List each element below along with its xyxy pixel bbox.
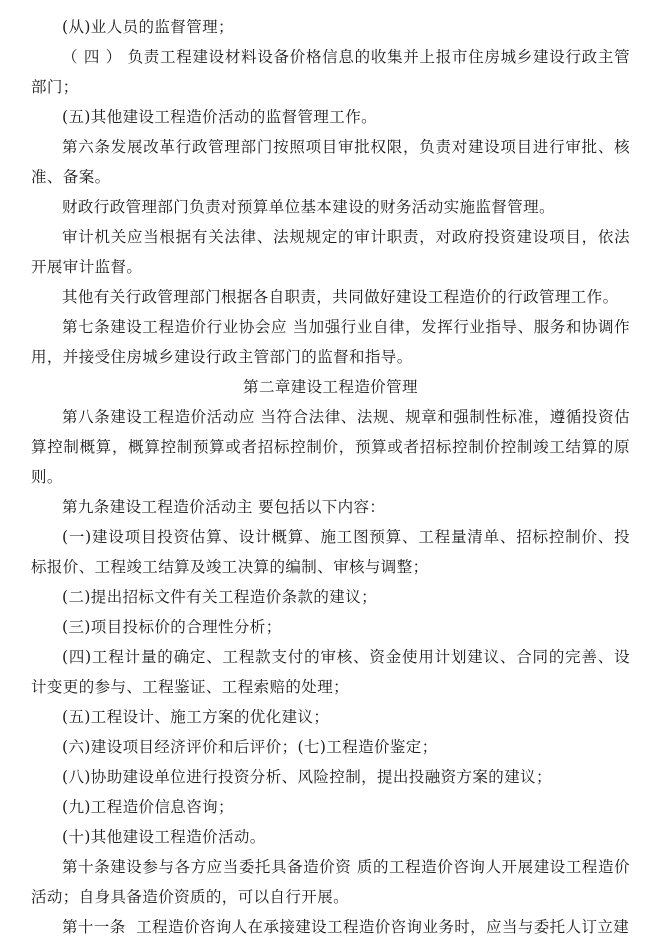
paragraph: 第十一条 工程造价咨询人在承接建设工程造价咨询业务时，应当与委托人订立建 xyxy=(62,918,630,936)
paragraph: 审计机关应当根据有关法律、法规规定的审计职责，对政府投资建设项目，依法开展审计监督。 xyxy=(31,228,630,276)
paragraph: (从)业人员的监督管理； xyxy=(62,18,234,36)
paragraph: (一)建设项目投资估算、设计概算、施工图预算、工程量清单、招标控制价、投标报价、工程竣工结算及竣工决算的编制、审核与调整； xyxy=(31,528,630,576)
paragraph: (十)其他建设工程造价活动。 xyxy=(62,828,266,846)
paragraph: (三)项目投标价的合理性分析； xyxy=(62,618,282,636)
paragraph: (五)工程设计、施工方案的优化建议； xyxy=(62,708,330,726)
paragraph: 第七条建设工程造价行业协会应 当加强行业自律，发挥行业指导、服务和协调作用，并接受住房城乡建设行政主管部门的监督和指导。 xyxy=(31,318,630,366)
chapter-heading: 第二章建设工程造价管理 xyxy=(243,378,418,396)
paragraph: (五)其他建设工程造价活动的监督管理工作。 xyxy=(62,108,377,126)
paragraph: (八)协助建设单位进行投资分析、风险控制，提出投融资方案的建议； xyxy=(62,768,552,786)
paragraph: (九)工程造价信息咨询； xyxy=(62,798,234,816)
paragraph: 其他有关行政管理部门根据各自职责，共同做好建设工程造价的行政管理工作。 xyxy=(62,288,619,306)
paragraph: 第八条建设工程造价活动应 当符合法律、法规、规章和强制性标准，遵循投资估算控制概算，概算控制预算或者招标控制价，预算或者招标控制价控制竣工结算的原则。 xyxy=(31,408,630,486)
paragraph: (二)提出招标文件有关工程造价条款的建议； xyxy=(62,588,377,606)
paragraph: (六)建设项目经济评价和后评价；(七)工程造价鉴定； xyxy=(62,738,438,756)
paragraph: (四)工程计量的确定、工程款支付的审核、资金使用计划建议、合同的完善、设计变更的参与、工程鉴证、工程索赔的处理； xyxy=(31,648,630,696)
paragraph: 财政行政管理部门负责对预算单位基本建设的财务活动实施监督管理。 xyxy=(62,198,555,216)
paragraph: （ 四 ） 负责工程建设材料设备价格信息的收集并上报市住房城乡建设行政主管部门； xyxy=(31,48,630,96)
paragraph: 第十条建设参与各方应当委托具备造价资 质的工程造价咨询人开展建设工程造价活动；自身具备造价资质的，可以自行开展。 xyxy=(31,858,630,906)
paragraph: 第六条发展改革行政管理部门按照项目审批权限，负责对建设项目进行审批、核准、备案。 xyxy=(31,138,630,186)
paragraph: 第九条建设工程造价活动主 要包括以下内容： xyxy=(62,498,386,516)
